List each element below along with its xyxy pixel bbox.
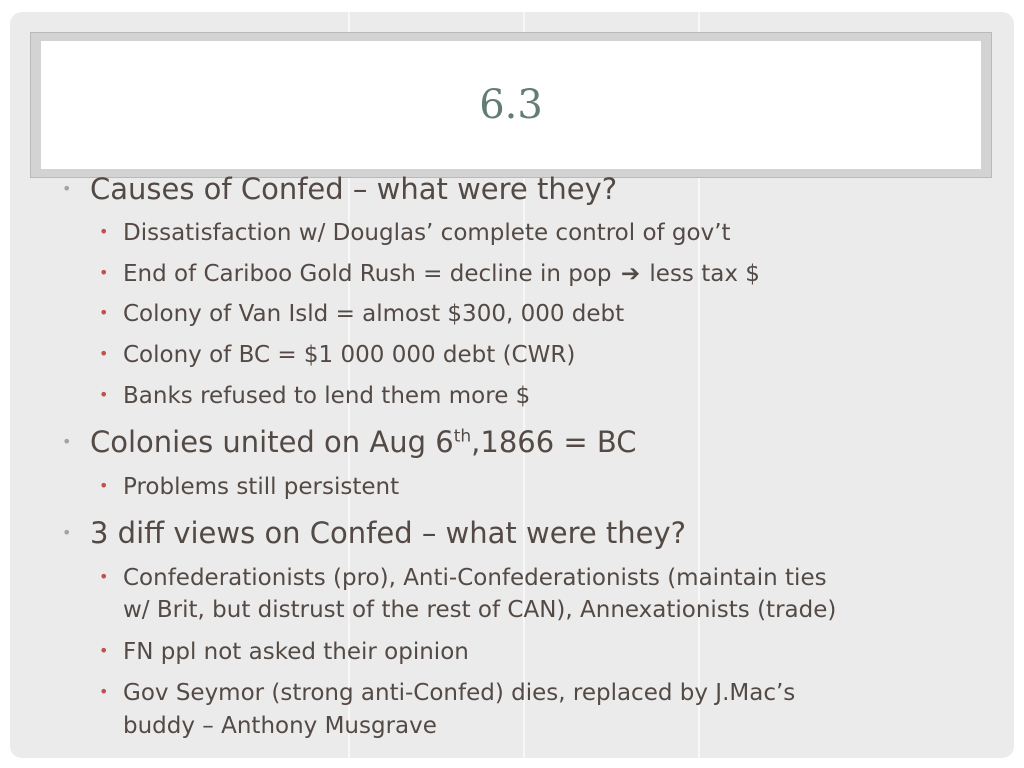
superscript: th [453, 426, 472, 447]
bullet-text: Banks refused to lend them more $ [123, 383, 531, 409]
bullet-problems [99, 472, 400, 502]
bullet-seymor [99, 678, 796, 708]
bullet-dot: • [99, 222, 109, 241]
bullet-dot: • [99, 641, 109, 660]
bullet-seymor-cont [123, 711, 437, 741]
bullet-text: Problems still persistent [123, 474, 400, 500]
bullet-dot: • [99, 344, 109, 363]
bullet-van-isld [99, 299, 625, 329]
bullet-text: Causes of Confed – what were they? [90, 172, 618, 206]
bullet-dot: • [99, 263, 109, 282]
bullet-text: Confederationists (pro), Anti-Confederationists (maintain ties [123, 565, 827, 591]
bullet-dot: • [99, 303, 109, 322]
bullet-colony-bc [99, 340, 576, 370]
bullet-cariboo [99, 259, 760, 289]
bullet-dissatisfaction [99, 218, 731, 248]
bullet-dot: • [99, 682, 109, 701]
bullet-text: Colony of BC = $1 000 000 debt (CWR) [123, 342, 576, 368]
bullet-banks [99, 381, 531, 411]
bullet-causes [62, 172, 618, 206]
bullet-text: Gov Seymor (strong anti-Confed) dies, replaced by J.Mac’s [123, 680, 796, 706]
bullet-confederationists [99, 563, 827, 593]
slide-title: 6.3 [479, 82, 543, 128]
bullet-text: Dissatisfaction w/ Douglas’ complete control of gov’t [123, 220, 731, 246]
bullet-confederationists-cont [123, 595, 836, 625]
bullet-dot: • [62, 432, 72, 451]
bullet-text-part: End of Cariboo Gold Rush = decline in pop [123, 261, 612, 287]
bullet-text-part: less tax $ [649, 261, 760, 287]
bullet-dot: • [62, 523, 72, 542]
bullet-text: Colony of Van Isld = almost $300, 000 debt [123, 301, 625, 327]
bullet-text: w/ Brit, but distrust of the rest of CAN), Annexationists (trade) [123, 597, 837, 623]
bullet-text [90, 425, 637, 459]
bullet-text: FN ppl not asked their opinion [123, 639, 469, 665]
bullet-colonies-united [62, 425, 637, 459]
bullet-dot: • [99, 567, 109, 586]
bullet-dot: • [99, 385, 109, 404]
bullet-dot: • [62, 179, 72, 198]
right-arrow-icon: ➔ [620, 261, 641, 287]
bullet-text [123, 261, 760, 287]
bullet-text: buddy – Anthony Musgrave [123, 713, 437, 739]
bullet-three-views [62, 516, 687, 550]
bullet-text: 3 diff views on Confed – what were they? [90, 516, 687, 550]
bullet-text-part: Colonies united on Aug 6 [90, 425, 454, 459]
bullet-fn-ppl [99, 637, 469, 667]
bullet-text-part: ,1866 = BC [471, 425, 637, 459]
bullet-dot: • [99, 476, 109, 495]
